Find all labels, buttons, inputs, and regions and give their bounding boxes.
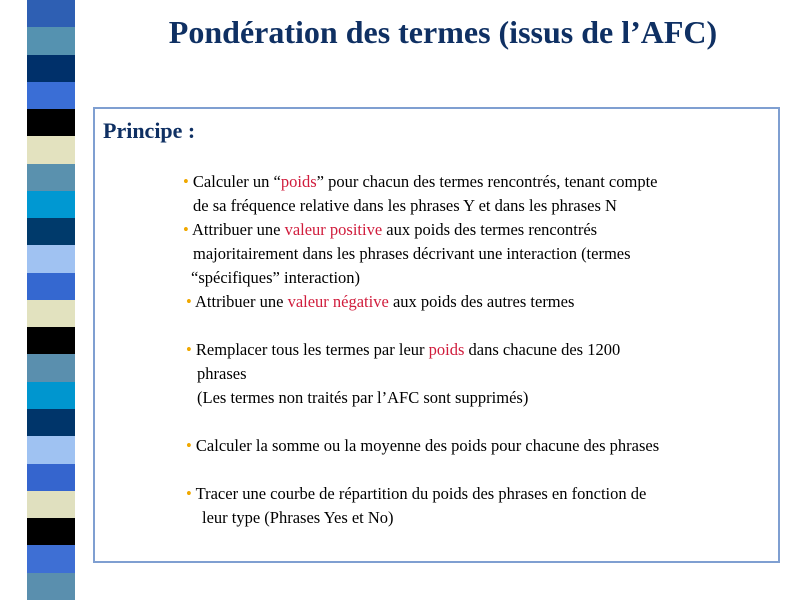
line-continuation: “spécifiques” interaction) <box>191 268 361 287</box>
bullet-item-positive <box>183 218 597 242</box>
line-text: aux poids des autres termes <box>388 292 575 311</box>
line-text: aux poids des termes rencontrés <box>382 220 598 239</box>
line-text: Remplacer tous les termes par leur <box>191 340 429 359</box>
highlight-text: valeur positive <box>284 220 383 239</box>
line-continuation: phrases <box>197 364 247 383</box>
stripe-segment <box>27 327 75 354</box>
decorative-stripe <box>27 0 75 600</box>
line-text: ” pour chacun des termes rencontrés, tenant compte <box>316 172 658 191</box>
stripe-segment <box>27 518 75 545</box>
bullet-icon: • <box>186 484 192 503</box>
line-continuation: leur type (Phrases Yes et No) <box>202 508 394 527</box>
line-text: Attribuer une <box>188 220 285 239</box>
slide-title: Pondération des termes (issus de l’AFC) <box>168 14 718 50</box>
highlight-text: valeur négative <box>287 292 389 311</box>
bullet-icon: • <box>186 292 192 311</box>
stripe-segment <box>27 409 75 436</box>
stripe-segment <box>27 164 75 191</box>
highlight-text: poids <box>280 172 317 191</box>
stripe-segment <box>27 573 75 600</box>
bullet-icon: • <box>186 340 192 359</box>
bullet-icon: • <box>183 172 189 191</box>
bullet-item-curve <box>186 482 646 506</box>
bullet-item-sum <box>186 434 659 458</box>
stripe-segment <box>27 82 75 109</box>
stripe-segment <box>27 464 75 491</box>
stripe-segment <box>27 218 75 245</box>
highlight-text: poids <box>428 340 465 359</box>
line-text: Calculer un “ <box>188 172 281 191</box>
stripe-segment <box>27 491 75 518</box>
stripe-segment <box>27 354 75 381</box>
stripe-segment <box>27 55 75 82</box>
stripe-segment <box>27 273 75 300</box>
line-continuation: (Les termes non traités par l’AFC sont supprimés) <box>197 388 529 407</box>
bullet-item-weight <box>183 170 658 194</box>
bullet-icon: • <box>183 220 189 239</box>
bullet-icon: • <box>186 436 192 455</box>
stripe-segment <box>27 436 75 463</box>
line-text: Calculer la somme ou la moyenne des poids pour chacune des phrases <box>191 436 660 455</box>
stripe-segment <box>27 300 75 327</box>
line-continuation: majoritairement dans les phrases décrivant une interaction (termes <box>193 244 631 263</box>
stripe-segment <box>27 191 75 218</box>
bullet-item-replace <box>186 338 620 362</box>
line-text: Tracer une courbe de répartition du poids des phrases en fonction de <box>191 484 647 503</box>
line-continuation: de sa fréquence relative dans les phrases Y et dans les phrases N <box>193 196 617 215</box>
line-text: dans chacune des 1200 <box>464 340 621 359</box>
stripe-segment <box>27 382 75 409</box>
section-heading: Principe : <box>103 118 196 143</box>
stripe-segment <box>27 109 75 136</box>
stripe-segment <box>27 245 75 272</box>
stripe-segment <box>27 136 75 163</box>
line-text: Attribuer une <box>191 292 288 311</box>
stripe-segment <box>27 545 75 572</box>
bullet-item-negative <box>186 290 574 314</box>
